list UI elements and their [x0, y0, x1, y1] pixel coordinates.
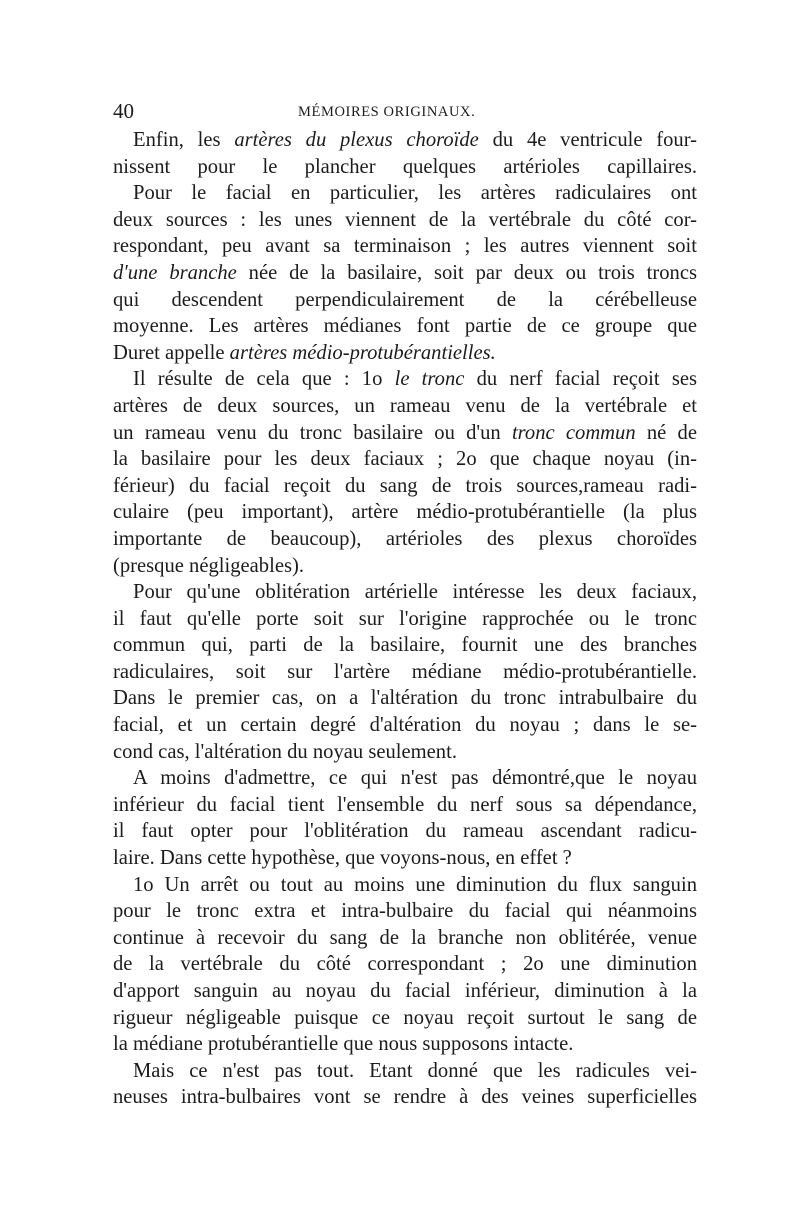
- text-run: d'apport sanguin au noyau du facial inférieur, diminution à la: [113, 980, 697, 1002]
- text-run: culaire (peu important), artère médio-protubérantielle (la plus: [113, 501, 697, 524]
- text-line: [113, 818, 697, 845]
- text-line: [113, 553, 697, 580]
- text-run: respondant, peu avant sa terminaison ; les autres viennent soit: [113, 235, 697, 258]
- text-line: [113, 898, 697, 925]
- text-line: [113, 1084, 697, 1111]
- text-run: deux sources : les unes viennent de la vertébrale du côté cor-: [113, 208, 697, 231]
- text-line: [113, 340, 697, 367]
- italic-run: artères médio-protubérantielles.: [229, 341, 496, 364]
- text-line: [113, 1058, 697, 1085]
- text-run: (presque négligeables).: [113, 554, 304, 577]
- text-line: [113, 393, 697, 420]
- text-line: [113, 260, 697, 287]
- text-run: férieur) du facial reçoit du sang de trois sources,rameau radi-: [113, 474, 697, 497]
- text-run: qui descendent perpendiculairement de la cérébelleuse: [113, 288, 697, 311]
- text-run: rigueur négligeable puisque ce noyau reçoit surtout le sang de: [113, 1006, 697, 1029]
- page-number: 40: [113, 99, 134, 123]
- text-run: cond cas, l'altération du noyau seulement.: [113, 740, 457, 763]
- text-run: il faut opter pour l'oblitération du rameau ascendant radicu-: [113, 820, 697, 843]
- italic-run: artères du plexus choroïde: [234, 129, 479, 151]
- text-line: [113, 154, 697, 181]
- text-run: artères de deux sources, un rameau venu de la vertébrale et: [113, 394, 697, 417]
- text-run: Mais ce n'est pas tout. Etant donné que les radicules vei-: [133, 1059, 697, 1082]
- text-run: Pour le facial en particulier, les artères radiculaires ont: [133, 182, 697, 205]
- text-line: [113, 446, 697, 473]
- text-run: moyenne. Les artères médianes font partie de ce groupe que: [113, 315, 697, 338]
- text-run: il faut qu'elle porte soit sur l'origine rapprochée ou le tronc: [113, 607, 697, 630]
- text-line: [113, 739, 697, 766]
- text-line: [113, 765, 697, 792]
- text-run: Il résulte de cela que : 1o: [133, 368, 395, 391]
- text-run: nissent pour le plancher quelques artérioles capillaires.: [113, 155, 697, 178]
- text-run: née de la basilaire, soit par deux ou trois troncs: [236, 261, 697, 284]
- italic-run: tronc commun: [511, 421, 636, 444]
- text-run: inférieur du facial tient l'ensemble du nerf sous sa dépendance,: [113, 793, 697, 816]
- text-line: [113, 632, 697, 659]
- text-line: [113, 1005, 697, 1032]
- text-line: [113, 792, 697, 819]
- text-line: [113, 925, 697, 952]
- text-run: neuses intra-bulbaires vont se rendre à des veines superficielles: [113, 1086, 697, 1109]
- text-run: Duret appelle: [113, 341, 230, 364]
- text-run: Pour qu'une oblitération artérielle intéresse les deux faciaux,: [133, 581, 697, 604]
- text-run: né de: [635, 421, 697, 444]
- text-line: [113, 180, 697, 207]
- text-run: Enfin, les: [133, 129, 235, 151]
- text-line: [113, 659, 697, 686]
- text-run: facial, et un certain degré d'altération du noyau ; dans le se-: [113, 714, 697, 737]
- text-line: [113, 951, 697, 978]
- italic-run: le tronc: [394, 368, 465, 391]
- text-line: [113, 872, 697, 899]
- text-line: [113, 473, 697, 500]
- text-run: radiculaires, soit sur l'artère médiane médio-protubérantielle.: [113, 660, 697, 683]
- text-line: [113, 685, 697, 712]
- text-line: [113, 1031, 697, 1058]
- italic-run: d'une branche: [113, 261, 237, 284]
- text-run: laire. Dans cette hypothèse, que voyons-nous, en effet ?: [113, 847, 572, 870]
- journal-title: MÉMOIRES ORIGINAUX.: [298, 104, 476, 120]
- text-line: [113, 313, 697, 340]
- text-line: [113, 366, 697, 393]
- text-line: [113, 287, 697, 314]
- running-header: [113, 98, 693, 124]
- text-line: [113, 233, 697, 260]
- text-run: du nerf facial reçoit ses: [464, 368, 697, 391]
- text-line: [113, 526, 697, 553]
- text-run: du 4e ventricule four-: [478, 129, 698, 151]
- text-line: [113, 845, 697, 872]
- text-line: [113, 712, 697, 739]
- text-run: Dans le premier cas, on a l'altération du tronc intrabulbaire du: [113, 687, 697, 710]
- text-line: [113, 978, 697, 1005]
- text-run: 1o Un arrêt ou tout au moins une diminution du flux sanguin: [133, 873, 697, 896]
- text-run: la médiane protubérantielle que nous supposons intacte.: [113, 1033, 574, 1056]
- text-run: commun qui, parti de la basilaire, fournit une des branches: [113, 634, 697, 657]
- text-line: [113, 127, 697, 154]
- body-text: [113, 127, 697, 1111]
- text-line: [113, 579, 697, 606]
- text-run: A moins d'admettre, ce qui n'est pas démontré,que le noyau: [133, 767, 697, 790]
- text-run: continue à recevoir du sang de la branche non oblitérée, venue: [113, 926, 697, 949]
- text-line: [113, 207, 697, 234]
- text-line: [113, 420, 697, 447]
- text-line: [113, 499, 697, 526]
- text-run: de la vertébrale du côté correspondant ; 2o une diminution: [113, 953, 697, 976]
- text-line: [113, 606, 697, 633]
- text-run: un rameau venu du tronc basilaire ou d'un: [113, 421, 512, 444]
- text-run: importante de beaucoup), artérioles des plexus choroïdes: [113, 527, 697, 550]
- text-run: pour le tronc extra et intra-bulbaire du facial qui néanmoins: [113, 900, 697, 923]
- text-run: la basilaire pour les deux faciaux ; 2o que chaque noyau (in-: [113, 448, 697, 471]
